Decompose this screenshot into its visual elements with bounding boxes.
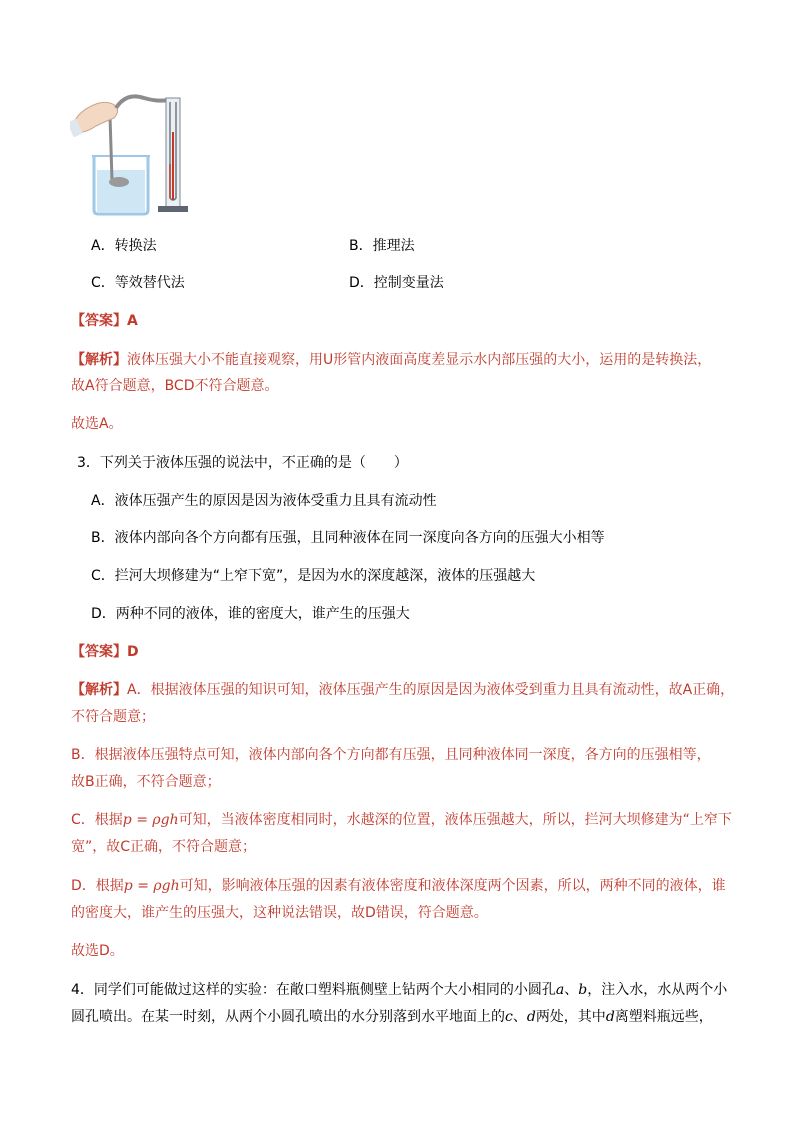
q3-analysis-b1: B．根据液体压强特点可知，液体内部向各个方向都有压强，且同种液体同一深度，各方向的压强相等， (71, 747, 711, 763)
q4-line1: 4．同学们可能做过这样的实验：在敞口塑料瓶侧壁上钻两个大小相同的小圆孔a、b，注入水，水从两个小 (71, 982, 728, 998)
q3-conclusion: 故选D。 (71, 943, 124, 959)
q3-analysis-b2: 故B正确，不符合题意； (71, 774, 221, 790)
q4-line2: 圆孔喷出。在某一时刻，从两个小圆孔喷出的水分别落到水平地面上的c、d两处，其中d离塑料瓶远些， (71, 1009, 713, 1025)
q3-option-c: C．拦河大坝修建为“上窄下宽”，是因为水的深度越深，液体的压强越大 (91, 568, 536, 584)
option-b: B．推理法 (349, 238, 415, 254)
q3-analysis-d2: 的密度大，谁产生的压强大，这种说法错误，故D错误，符合题意。 (71, 905, 488, 921)
q2-analysis-line1: 【解析】液体压强大小不能直接观察，用U形管内液面高度差显示水内部压强的大小，运用的是转换法， (71, 352, 712, 368)
q3-analysis-a2: 不符合题意； (71, 709, 155, 725)
q3-option-d: D．两种不同的液体，谁的密度大，谁产生的压强大 (91, 606, 410, 622)
rubber-tube (116, 96, 168, 108)
formula: p = ρgh (122, 812, 179, 828)
probe-rod (110, 116, 112, 180)
q3-analysis-c1: C．根据p = ρgh可知，当液体密度相同时，水越深的位置，液体压强越大，所以，拦河大坝修建为“上窄下 (71, 812, 732, 828)
q3-option-b: B．液体内部向各个方向都有压强，且同种液体在同一深度向各方向的压强大小相等 (91, 530, 605, 546)
q3-analysis-d1: D．根据p = ρgh可知，影响液体压强的因素有液体密度和液体深度两个因素，所以，两种不同的液体，谁 (71, 878, 726, 894)
option-c: C．等效替代法 (91, 275, 185, 291)
stand-base (158, 206, 188, 212)
beaker-water (97, 170, 145, 212)
manometer-figure (70, 92, 200, 217)
q2-answer: 【答案】A (71, 313, 138, 329)
q3-answer: 【答案】D (71, 644, 139, 660)
formula: p = ρgh (123, 878, 180, 894)
probe-head (109, 177, 129, 187)
q3-analysis-a1: 【解析】A．根据液体压强的知识可知，液体压强产生的原因是因为液体受到重力且具有流动性，故A正确， (71, 682, 735, 698)
option-a: A．转换法 (91, 238, 157, 254)
q3-analysis-c2: 宽”，故C正确，不符合题意； (71, 839, 257, 855)
q3-stem: 3．下列关于液体压强的说法中，不正确的是（ ） (77, 455, 408, 471)
option-d: D．控制变量法 (349, 275, 444, 291)
q3-option-a: A．液体压强产生的原因是因为液体受重力且具有流动性 (91, 493, 437, 509)
q2-analysis-line2: 故A符合题意，BCD不符合题意。 (71, 378, 279, 394)
q2-conclusion: 故选A。 (71, 416, 123, 432)
